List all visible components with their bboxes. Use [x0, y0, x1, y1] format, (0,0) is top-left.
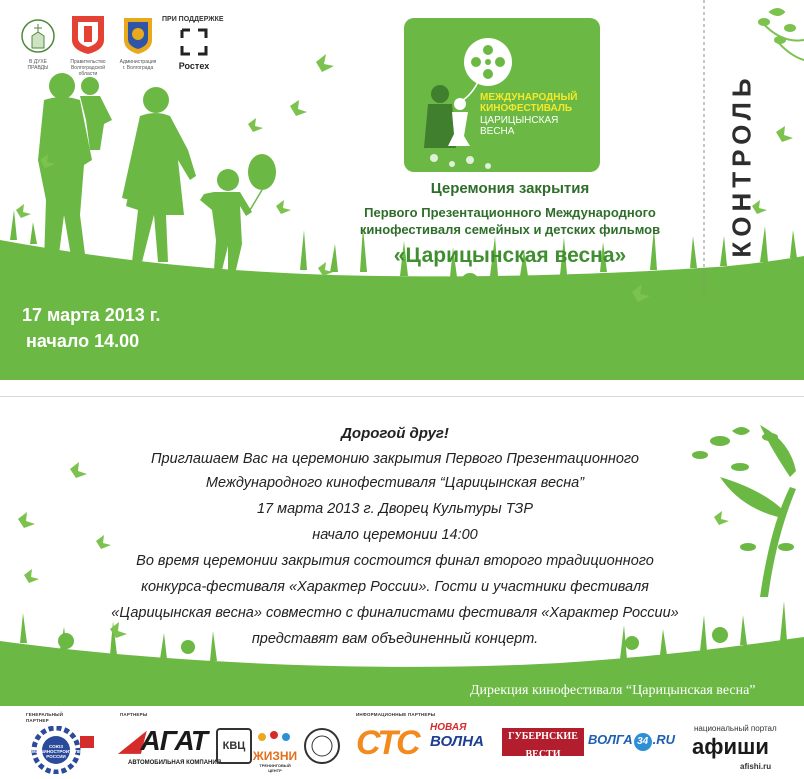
- greeting-text: Дорогой друг!: [341, 425, 449, 442]
- partners-label: ПАРТНЕРЫ: [120, 712, 148, 717]
- union-machine-builders-text: СОЮЗ МАШИНОСТРОИТЕЛЕЙ РОССИИ: [32, 744, 85, 759]
- afishi-url: afishi.ru: [740, 762, 772, 771]
- festival-logo-line1: МЕЖДУНАРОДНЫЙ: [480, 92, 578, 103]
- ceremony-line2: Первого Презентационного Международного: [364, 205, 656, 220]
- general-partner-label: ГЕНЕРАЛЬНЫЙ ПАРТНЕР: [26, 712, 64, 723]
- round-partner-logo: [302, 726, 342, 766]
- region-government-caption: Правительство Волгоградской области: [70, 59, 106, 77]
- portal-label: национальный портал: [694, 724, 777, 733]
- invite-body-4: представят вам объединенный концерт.: [251, 631, 539, 647]
- gubernskie-vesti-text: ГУБЕРНСКИЕ ВЕСТИ: [508, 731, 578, 760]
- church-logo: [20, 18, 56, 71]
- control-label: КОНТРОЛЬ: [726, 73, 757, 258]
- cut-gap: [0, 380, 804, 396]
- festival-name: «Царицынская весна»: [393, 244, 627, 267]
- festival-logo-line3: ЦАРИЦЫНСКАЯ: [480, 115, 559, 126]
- partners-bar: [0, 706, 804, 778]
- novaya-volna-top: НОВАЯ: [430, 722, 467, 733]
- agat-text: АГАТ: [140, 725, 208, 756]
- novaya-volna-text: ВОЛНА: [430, 733, 484, 750]
- zhizni-logo: [252, 730, 298, 773]
- city-administration-logo: [118, 14, 158, 71]
- support-label: ПРИ ПОДДЕРЖКЕ: [162, 16, 224, 23]
- agat-logo: [120, 724, 207, 757]
- ceremony-line3: кинофестиваля семейных и детских фильмов: [359, 222, 661, 237]
- zhizni-text: ЖИЗНИ: [252, 749, 298, 763]
- invite-body-2: конкурса-фестиваля «Характер России». Гости и участники фестиваля: [141, 579, 649, 595]
- agat-sub: АВТОМОБИЛЬНАЯ КОМПАНИЯ: [128, 760, 222, 766]
- gubernskie-vesti-logo: [502, 728, 584, 769]
- church-logo-caption: В ДУХЕ ПРАВДЫ: [27, 59, 49, 71]
- union-machine-builders-logo: [22, 726, 102, 774]
- ceremony-title: Церемония закрытия: [430, 180, 590, 197]
- volga-ru: .RU: [652, 732, 676, 747]
- ticket-front: [0, 0, 804, 380]
- family-silhouette: [38, 73, 276, 270]
- front-start-time: начало 14.00: [26, 331, 140, 351]
- volga34-logo: [588, 732, 675, 751]
- region-government-logo: [64, 14, 112, 77]
- kvc-logo: КВЦ: [216, 728, 252, 764]
- invite-line-2: Международного кинофестиваля “Царицынская весна”: [205, 475, 585, 491]
- festival-logo-line2: КИНОФЕСТИВАЛЬ: [480, 103, 573, 114]
- festival-logo: [404, 18, 600, 172]
- rostec-logo: [176, 28, 212, 71]
- rostec-label: Ростех: [178, 61, 210, 71]
- invite-body-1: Во время церемонии закрытия состоится финал второго традиционного: [136, 553, 654, 569]
- invite-date-place: 17 марта 2013 г. Дворец Культуры ТЗР: [256, 501, 533, 517]
- agat-mark-icon: ◢: [120, 725, 141, 756]
- sts-logo: СТС: [356, 724, 419, 762]
- info-partners-label: ИНФОРМАЦИОННЫЕ ПАРТНЕРЫ: [356, 712, 436, 717]
- volga-text: ВОЛГА: [588, 732, 633, 747]
- invite-start-time: начало церемонии 14:00: [312, 527, 478, 543]
- volga-number: 34: [634, 733, 652, 751]
- novaya-volna-logo: [430, 722, 498, 750]
- invite-body-3: «Царицынская весна» совместно с финалистами фестиваля «Характер России»: [111, 605, 679, 621]
- festival-logo-line4: ВЕСНА: [480, 126, 515, 137]
- greeting: [60, 425, 730, 442]
- gubernskie-vesti-sub: Волгоград: [531, 764, 555, 769]
- invite-line-1: Приглашаем Вас на церемонию закрытия Первого Презентационного: [151, 451, 639, 467]
- zhizni-sub: ТРЕНИНГОВЫЙ ЦЕНТР: [259, 763, 291, 773]
- front-date: 17 марта 2013 г.: [22, 305, 161, 325]
- control-stub: [712, 40, 772, 290]
- afishi-logo: афиши: [692, 734, 769, 759]
- signature: Дирекция кинофестиваля “Царицынская весна”: [470, 683, 756, 698]
- city-administration-caption: Администрация г. Волгограда: [119, 59, 157, 71]
